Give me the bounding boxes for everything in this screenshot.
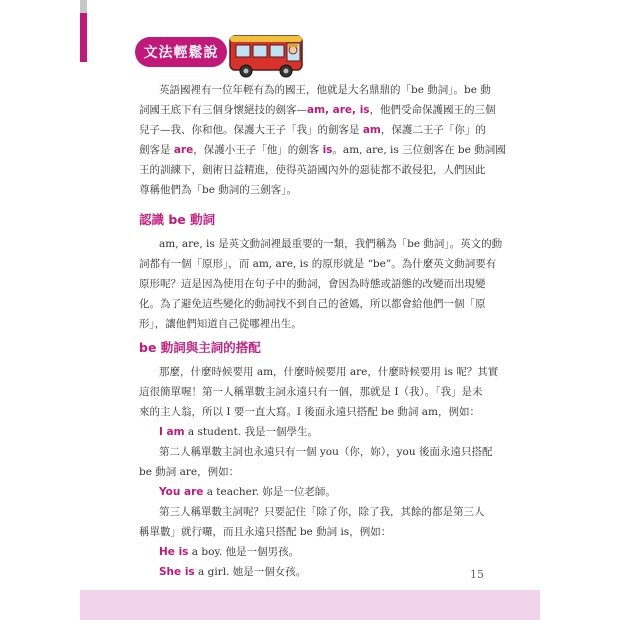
example-she-is: She is a girl. 她是一個女孩。 (159, 566, 307, 578)
section1-line-1: am, are, is 是英文動詞裡最重要的一類，我們稱為「be 動詞」。英文的動 (159, 238, 503, 250)
bottom-decorative-strip (80, 590, 540, 620)
section-badge (135, 37, 227, 67)
intro-line-3: 兒子—我、你和他。保護大王子「我」的劍客是 am，保護二王子「你」的 (139, 124, 486, 136)
section2-line-7: 稱單數」就行囉，而且永遠只搭配 be 動詞 is，例如： (139, 526, 392, 538)
section1-line-5: 形」，讓他們知道自己從哪裡出生。 (139, 318, 302, 330)
side-tab-accent (80, 13, 87, 62)
intro-line-5: 王的訓練下，劍術日益精進，使得英語國內外的惡徒都不敢侵犯，人們因此 (139, 164, 486, 176)
intro-line-4: 劍客是 are，保護小王子「他」的劍客 is。am, are, is 三位劍客在 be 動詞國 (139, 144, 506, 156)
section-heading-recognize-be: 認識 be 動詞 (139, 212, 216, 227)
section1-line-3: 原形呢？這是因為使用在句子中的動詞，會因為時態或語態的改變而出現變 (139, 278, 486, 290)
example-you-are: You are a teacher. 妳是一位老師。 (159, 486, 336, 498)
badge-label: 文法輕鬆說 (143, 45, 219, 61)
example-i-am: I am a student. 我是一個學生。 (159, 426, 318, 438)
section-heading-be-subject: be 動詞與主詞的搭配 (139, 340, 261, 355)
section1-line-4: 化。為了避免這些變化的動詞找不到自己的爸媽，所以都會給他們一個「原 (139, 298, 486, 310)
section1-line-2: 詞都有一個「原形」，而 am, are, is 的原形就是 “be”。為什麼英文動詞要有 (139, 258, 497, 270)
section2-line-2: 這很簡單喔！第一人稱單數主詞永遠只有一個，那就是 I（我）。「我」是未 (139, 386, 483, 398)
section2-line-5: be 動詞 are，例如： (139, 466, 240, 478)
example-he-is: He is a boy. 他是一個男孩。 (159, 546, 300, 558)
intro-line-2: 詞國王底下有三個身懷絕技的劍客—am, are, is，他們受命保護國王的三個 (139, 104, 496, 116)
intro-line-1: 英語國裡有一位年輕有為的國王，他就是大名鼎鼎的「be 動詞」。be 動 (159, 84, 491, 96)
intro-line-6: 尊稱他們為「be 動詞的三劍客」。 (139, 184, 298, 196)
section2-line-6: 第三人稱單數主詞呢？只要記住「除了你，除了我，其餘的都是第三人 (159, 506, 485, 518)
section2-line-4: 第二人稱單數主詞也永遠只有一個 you（你，妳），you 後面永遠只搭配 (159, 446, 493, 458)
section2-line-1: 那麼，什麼時候要用 am，什麼時候要用 are，什麼時候要用 is 呢？其實 (159, 366, 499, 378)
page-number: 15 (470, 568, 484, 581)
section2-line-3: 來的主人翁，所以 I 要一直大寫。I 後面永遠只搭配 be 動詞 am，例如： (139, 406, 480, 418)
bus-illustration-icon (226, 30, 306, 80)
